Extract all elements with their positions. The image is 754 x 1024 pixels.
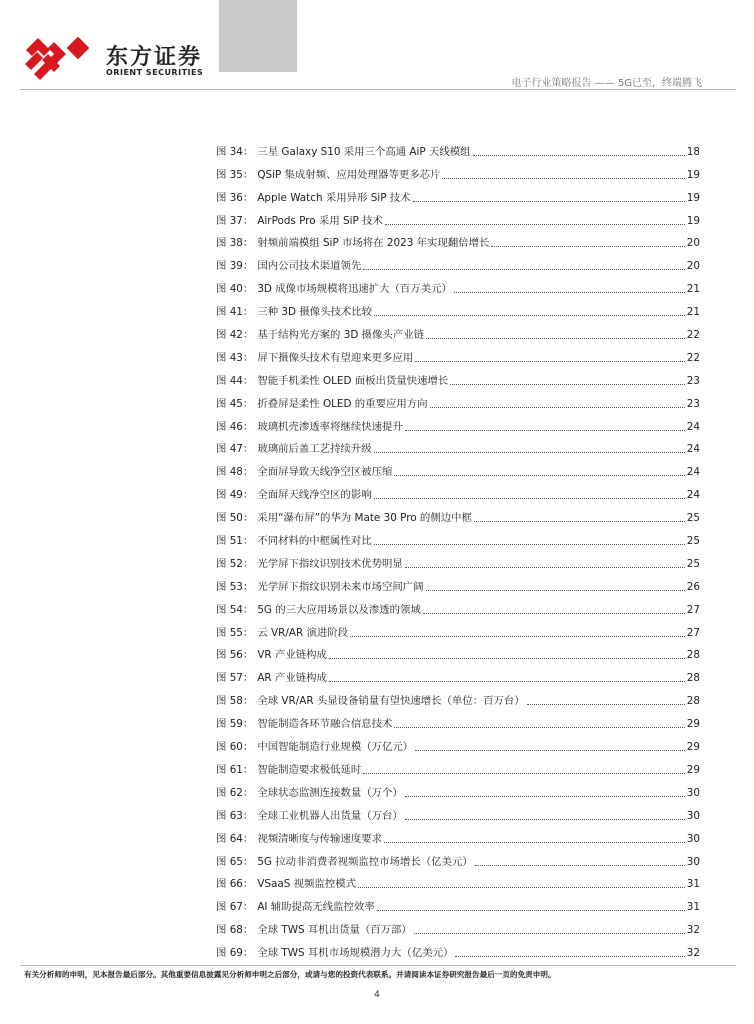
toc-entry-label	[216, 603, 421, 617]
toc-entry[interactable]	[216, 685, 700, 708]
toc-figure-title: 全球 VR/AR 头显设备销量有望快速增长（单位：百万台）	[257, 695, 525, 708]
toc-page-number: 30	[686, 855, 700, 868]
toc-figure-title: VSaaS 视频监控模式	[257, 878, 356, 891]
toc-entry[interactable]	[216, 914, 700, 937]
toc-page-number: 25	[686, 535, 700, 548]
toc-entry[interactable]	[216, 731, 700, 754]
company-logo	[24, 36, 224, 84]
toc-page-number: 31	[686, 901, 700, 914]
toc-page-number: 24	[686, 489, 700, 502]
toc-page-number: 24	[686, 466, 700, 479]
toc-entry[interactable]	[216, 159, 700, 182]
toc-dot-leader	[415, 750, 685, 751]
toc-figure-title: 全球工业机器人出货量（万台）	[257, 809, 403, 822]
toc-entry[interactable]	[216, 937, 700, 960]
toc-entry[interactable]	[216, 754, 700, 777]
toc-entry[interactable]	[216, 182, 700, 205]
toc-entry[interactable]	[216, 640, 700, 663]
orient-logo-icon	[24, 36, 104, 84]
toc-entry[interactable]	[216, 296, 700, 319]
toc-entry-label	[216, 511, 472, 525]
toc-entry[interactable]	[216, 823, 700, 846]
toc-figure-number: 图 67：	[216, 901, 254, 914]
toc-entry-label	[216, 145, 471, 159]
toc-page-number: 26	[686, 580, 700, 593]
toc-page-number: 22	[686, 329, 700, 342]
logo-english-name: ORIENT SECURITIES	[106, 68, 204, 77]
toc-figure-title: 玻璃前后盖工艺持续升级	[257, 443, 372, 456]
toc-figure-number: 图 39：	[216, 260, 254, 273]
toc-figure-number: 图 62：	[216, 786, 254, 799]
toc-entry-label	[216, 397, 428, 411]
toc-figure-number: 图 51：	[216, 535, 254, 548]
toc-entry-label	[216, 465, 392, 479]
toc-entry-label	[216, 946, 453, 960]
toc-entry[interactable]	[216, 342, 700, 365]
toc-entry[interactable]	[216, 846, 700, 869]
toc-dot-leader	[454, 292, 685, 293]
toc-figure-number: 图 50：	[216, 512, 254, 525]
toc-entry-label	[216, 236, 489, 250]
toc-page-number: 19	[686, 191, 700, 204]
toc-figure-number: 图 64：	[216, 832, 254, 845]
toc-entry-label	[216, 191, 411, 205]
toc-entry[interactable]	[216, 571, 700, 594]
toc-figure-title: 云 VR/AR 演进阶段	[257, 626, 349, 639]
toc-page-number: 27	[686, 603, 700, 616]
toc-page-number: 31	[686, 878, 700, 891]
toc-entry-label	[216, 923, 412, 937]
toc-dot-leader	[363, 773, 685, 774]
toc-entry[interactable]	[216, 228, 700, 251]
toc-figure-number: 图 48：	[216, 466, 254, 479]
toc-entry-label	[216, 763, 361, 777]
toc-page-number: 32	[686, 947, 700, 960]
footer-disclaimer: 有关分析师的申明，见本报告最后部分。其他重要信息披露见分析师申明之后部分，或请与您的投资代表联系。并请阅读本证券研究报告最后一页的免责申明。	[24, 970, 556, 979]
toc-figure-number: 图 69：	[216, 947, 254, 960]
toc-dot-leader	[374, 544, 685, 545]
toc-page-number: 24	[686, 420, 700, 433]
toc-entry-label	[216, 557, 403, 571]
figure-table-of-contents	[216, 136, 700, 960]
toc-entry[interactable]	[216, 411, 700, 434]
toc-page-number: 19	[686, 214, 700, 227]
toc-entry[interactable]	[216, 502, 700, 525]
toc-entry-label	[216, 671, 327, 685]
toc-figure-title: 全面屏天线净空区的影响	[257, 489, 372, 502]
toc-dot-leader	[374, 315, 685, 316]
toc-figure-title: 玻璃机壳渗透率将继续快速提升	[257, 420, 403, 433]
toc-dot-leader	[384, 842, 685, 843]
toc-entry[interactable]	[216, 205, 700, 228]
toc-figure-title: AR 产业链构成	[257, 672, 327, 685]
toc-dot-leader	[363, 269, 685, 270]
toc-entry[interactable]	[216, 617, 700, 640]
toc-page-number: 28	[686, 695, 700, 708]
toc-entry-label	[216, 786, 403, 800]
toc-page-number: 23	[686, 397, 700, 410]
toc-dot-leader	[423, 613, 685, 614]
toc-figure-title: Apple Watch 采用异形 SiP 技术	[257, 191, 411, 204]
toc-entry[interactable]	[216, 708, 700, 731]
toc-dot-leader	[405, 567, 685, 568]
toc-figure-number: 图 37：	[216, 214, 254, 227]
toc-entry[interactable]	[216, 525, 700, 548]
toc-entry[interactable]	[216, 548, 700, 571]
toc-figure-title: 光学屏下指纹识别未来市场空间广阔	[257, 580, 424, 593]
header-divider	[20, 89, 736, 90]
toc-entry[interactable]	[216, 319, 700, 342]
toc-entry[interactable]	[216, 800, 700, 823]
toc-figure-title: 全球 TWS 耳机市场规模潜力大（亿美元）	[257, 947, 454, 960]
toc-figure-number: 图 54：	[216, 603, 254, 616]
header-gray-block	[219, 0, 297, 72]
toc-entry[interactable]	[216, 388, 700, 411]
toc-entry[interactable]	[216, 662, 700, 685]
toc-entry[interactable]	[216, 250, 700, 273]
toc-dot-leader	[385, 224, 685, 225]
toc-figure-title: VR 产业链构成	[257, 649, 327, 662]
toc-entry-label	[216, 809, 403, 823]
toc-figure-number: 图 52：	[216, 557, 254, 570]
toc-figure-title: AirPods Pro 采用 SiP 技术	[257, 214, 383, 227]
toc-entry-label	[216, 900, 375, 914]
toc-entry[interactable]	[216, 869, 700, 892]
toc-dot-leader	[377, 910, 685, 911]
toc-entry-label	[216, 694, 525, 708]
toc-dot-leader	[415, 361, 685, 362]
toc-dot-leader	[329, 681, 685, 682]
toc-figure-title: 不同材料的中框属性对比	[257, 535, 372, 548]
toc-entry[interactable]	[216, 273, 700, 296]
toc-dot-leader	[394, 727, 684, 728]
toc-dot-leader	[394, 475, 684, 476]
toc-page-number: 23	[686, 374, 700, 387]
toc-figure-number: 图 44：	[216, 374, 254, 387]
toc-page-number: 25	[686, 512, 700, 525]
toc-figure-title: 智能制造各环节融合信息技术	[257, 718, 393, 731]
toc-page-number: 30	[686, 832, 700, 845]
toc-entry[interactable]	[216, 434, 700, 457]
toc-entry-label	[216, 626, 348, 640]
toc-figure-number: 图 60：	[216, 741, 254, 754]
toc-figure-title: 智能手机柔性 OLED 面板出货量快速增长	[257, 374, 449, 387]
toc-dot-leader	[473, 155, 685, 156]
toc-entry-label	[216, 168, 440, 182]
toc-figure-title: 屏下摄像头技术有望迎来更多应用	[257, 351, 414, 364]
toc-page-number: 29	[686, 741, 700, 754]
toc-figure-title: 5G 拉动非消费者视频监控市场增长（亿美元）	[257, 855, 473, 868]
toc-entry-label	[216, 214, 383, 228]
toc-figure-title: 三星 Galaxy S10 采用三个高通 AiP 天线模组	[257, 145, 471, 158]
toc-figure-title: AI 辅助提高无线监控效率	[257, 901, 375, 914]
toc-page-number: 32	[686, 924, 700, 937]
toc-entry-label	[216, 580, 424, 594]
toc-page-number: 25	[686, 557, 700, 570]
toc-dot-leader	[413, 201, 685, 202]
toc-page-number: 21	[686, 306, 700, 319]
toc-figure-number: 图 42：	[216, 329, 254, 342]
toc-entry-label	[216, 374, 448, 388]
page-number: 4	[374, 990, 380, 1000]
toc-figure-number: 图 43：	[216, 351, 254, 364]
toc-figure-title: 视频清晰度与传输速度要求	[257, 832, 382, 845]
toc-entry-label	[216, 534, 372, 548]
toc-entry-label	[216, 420, 403, 434]
toc-page-number: 22	[686, 351, 700, 364]
toc-entry-label	[216, 832, 382, 846]
toc-figure-number: 图 66：	[216, 878, 254, 891]
toc-page-number: 30	[686, 809, 700, 822]
toc-figure-title: 射频前端模组 SiP 市场将在 2023 年实现翻倍增长	[257, 237, 490, 250]
toc-figure-number: 图 45：	[216, 397, 254, 410]
toc-page-number: 29	[686, 718, 700, 731]
toc-dot-leader	[442, 178, 684, 179]
toc-figure-number: 图 40：	[216, 283, 254, 296]
toc-figure-number: 图 46：	[216, 420, 254, 433]
toc-dot-leader	[491, 246, 684, 247]
toc-page-number: 28	[686, 649, 700, 662]
toc-dot-leader	[414, 933, 685, 934]
toc-figure-number: 图 36：	[216, 191, 254, 204]
toc-page-number: 29	[686, 763, 700, 776]
toc-dot-leader	[405, 796, 685, 797]
logo-chinese-name: 东方证券	[106, 45, 203, 70]
toc-figure-number: 图 59：	[216, 718, 254, 731]
toc-dot-leader	[405, 819, 685, 820]
toc-figure-title: 折叠屏是柔性 OLED 的重要应用方向	[257, 397, 428, 410]
toc-dot-leader	[358, 887, 685, 888]
toc-entry-label	[216, 855, 473, 869]
toc-page-number: 20	[686, 237, 700, 250]
toc-dot-leader	[430, 407, 685, 408]
toc-entry-label	[216, 740, 413, 754]
toc-figure-number: 图 41：	[216, 306, 254, 319]
toc-entry[interactable]	[216, 136, 700, 159]
toc-figure-title: QSiP 集成射频、应用处理器等更多芯片	[257, 168, 441, 181]
toc-entry-label	[216, 648, 327, 662]
toc-dot-leader	[426, 590, 685, 591]
toc-entry-label	[216, 442, 372, 456]
toc-figure-number: 图 38：	[216, 237, 254, 250]
toc-figure-title: 中国智能制造行业规模（万亿元）	[257, 741, 414, 754]
toc-page-number: 21	[686, 283, 700, 296]
toc-dot-leader	[374, 452, 685, 453]
toc-page-number: 30	[686, 786, 700, 799]
toc-figure-number: 图 63：	[216, 809, 254, 822]
toc-page-number: 28	[686, 672, 700, 685]
toc-page-number: 24	[686, 443, 700, 456]
toc-entry-label	[216, 305, 372, 319]
toc-entry-label	[216, 877, 356, 891]
toc-entry[interactable]	[216, 594, 700, 617]
toc-entry-label	[216, 351, 413, 365]
toc-dot-leader	[374, 498, 685, 499]
toc-figure-number: 图 68：	[216, 924, 254, 937]
footer-divider	[20, 965, 736, 966]
toc-entry[interactable]	[216, 891, 700, 914]
toc-entry[interactable]	[216, 479, 700, 502]
toc-page-number: 20	[686, 260, 700, 273]
toc-figure-title: 光学屏下指纹识别技术优势明显	[257, 557, 403, 570]
toc-entry-label	[216, 259, 361, 273]
toc-dot-leader	[475, 865, 685, 866]
toc-figure-title: 全球 TWS 耳机出货量（百万部）	[257, 924, 412, 937]
toc-dot-leader	[426, 338, 685, 339]
toc-figure-number: 图 65：	[216, 855, 254, 868]
toc-figure-title: 采用“瀑布屏”的华为 Mate 30 Pro 的侧边中框	[257, 512, 472, 525]
toc-figure-number: 图 34：	[216, 145, 254, 158]
toc-figure-title: 智能制造要求极低延时	[257, 763, 362, 776]
toc-figure-title: 国内公司技术渠道领先	[257, 260, 362, 273]
toc-entry[interactable]	[216, 777, 700, 800]
toc-figure-title: 基于结构光方案的 3D 摄像头产业链	[257, 329, 424, 342]
report-title: 电子行业策略报告 —— 5G已至，终端腾飞	[511, 78, 702, 89]
toc-entry-label	[216, 717, 392, 731]
toc-dot-leader	[350, 636, 685, 637]
toc-page-number: 19	[686, 168, 700, 181]
toc-entry[interactable]	[216, 456, 700, 479]
toc-entry-label	[216, 328, 424, 342]
toc-figure-number: 图 53：	[216, 580, 254, 593]
toc-figure-number: 图 47：	[216, 443, 254, 456]
toc-page-number: 18	[686, 145, 700, 158]
toc-figure-title: 全球状态监测连接数量（万个）	[257, 786, 403, 799]
toc-dot-leader	[474, 521, 685, 522]
toc-figure-number: 图 49：	[216, 489, 254, 502]
toc-figure-title: 全面屏导致天线净空区被压缩	[257, 466, 393, 479]
toc-figure-number: 图 61：	[216, 763, 254, 776]
toc-figure-title: 3D 成像市场规模将迅速扩大（百万美元）	[257, 283, 452, 296]
toc-figure-number: 图 57：	[216, 672, 254, 685]
toc-dot-leader	[527, 704, 685, 705]
toc-figure-title: 5G 的三大应用场景以及渗透的领域	[257, 603, 421, 616]
toc-page-number: 27	[686, 626, 700, 639]
toc-figure-number: 图 58：	[216, 695, 254, 708]
toc-figure-number: 图 56：	[216, 649, 254, 662]
toc-dot-leader	[450, 384, 684, 385]
toc-dot-leader	[455, 956, 684, 957]
toc-dot-leader	[329, 658, 685, 659]
toc-figure-number: 图 35：	[216, 168, 254, 181]
toc-dot-leader	[405, 430, 685, 431]
toc-entry-label	[216, 282, 452, 296]
toc-figure-number: 图 55：	[216, 626, 254, 639]
toc-entry[interactable]	[216, 365, 700, 388]
toc-figure-title: 三种 3D 摄像头技术比较	[257, 306, 373, 319]
toc-entry-label	[216, 488, 372, 502]
